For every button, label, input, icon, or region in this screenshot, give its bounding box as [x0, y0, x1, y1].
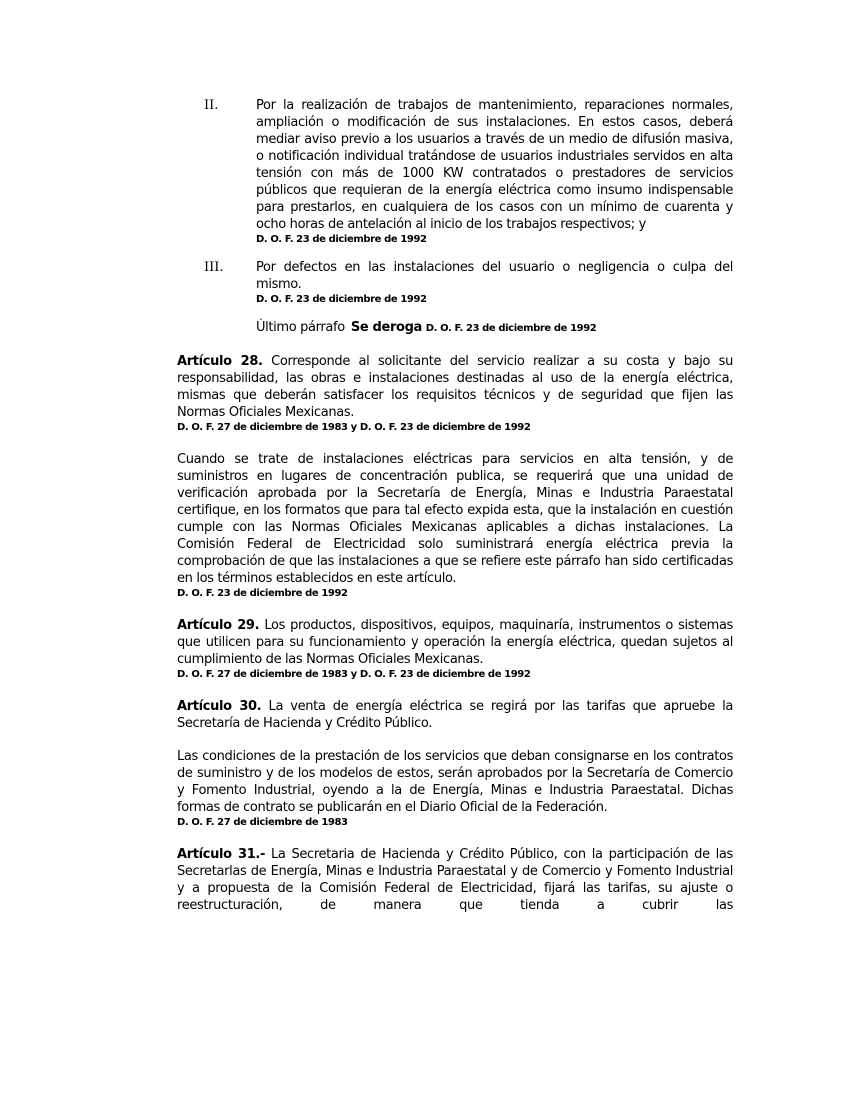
- article-paragraph: Cuando se trate de instalaciones eléctricas para servicios en alta tensión, y de suministros en lugares de concentración publica, se requerirá que una unidad de verificación aprobada por la Secretaría de Energía, Minas e Industria Paraestatal certifique, en los formatos que para tal efecto expida esta, que la instalación en cuestión cumple con las Normas Oficiales Mexicanas aplicables a dichas instalaciones. La Comisión Federal de Electricidad solo suministrará energía eléctrica previa la comprobación de que las instalaciones a que se refiere este párrafo han sido certificadas en los términos establecidos en este artículo.: [177, 452, 733, 586]
- article-body: [177, 353, 733, 421]
- article-body: [177, 698, 733, 732]
- article-heading: Artículo 28.: [177, 354, 263, 369]
- fraction-text: Por defectos en las instalaciones del usuario o negligencia o culpa del mismo.: [256, 260, 733, 292]
- derogation-status: Se deroga: [350, 320, 422, 335]
- article-text: Corresponde al solicitante del servicio realizar a su costa y bajo su responsabilidad, las obras e instalaciones destinadas al uso de la energía eléctrica, mismas que deberán satisfacer los requisitos técnicos y de seguridad que fijen las Normas Oficiales Mexicanas.: [177, 354, 733, 420]
- article-paragraph: Las condiciones de la prestación de los servicios que deban consignarse en los contratos de suministro y de los modelos de estos, serán aprobados por la Secretaría de Comercio y Fomento Industrial, oyendo a la de Energía, Minas e Industria Paraestatal. Dichas formas de contrato se publicarán en el Diario Oficial de la Federación.: [177, 749, 733, 815]
- article-29: [177, 617, 733, 682]
- fraction-number: II.: [204, 98, 219, 113]
- fraction-ii: [177, 97, 733, 247]
- article-heading: Artículo 31.-: [177, 847, 266, 862]
- reform-reference: D. O. F. 27 de diciembre de 1983 y D. O. F. 23 de diciembre de 1992: [177, 669, 531, 680]
- article-body: [177, 617, 733, 668]
- reform-reference: D. O. F. 23 de diciembre de 1992: [256, 294, 427, 305]
- reform-reference: D. O. F. 27 de diciembre de 1983: [177, 817, 348, 828]
- article-body: [177, 846, 733, 914]
- article-28-paragraph-2: [177, 451, 733, 601]
- fraction-text: Por la realización de trabajos de mantenimiento, reparaciones normales, ampliación o modificación de sus instalaciones. En estos casos, deberá mediar aviso previo a los usuarios a través de un medio de difusión masiva, o notificación individual tratándose de usuarios industriales servidos en alta tensión con más de 1000 KW contratados o prestadores de servicios públicos que requieran de la energía eléctrica como insumo indispensable para prestarlos, en cualquiera de los casos con un mínimo de cuarenta y ocho horas de antelación al inicio de los trabajos respectivos; y: [256, 98, 733, 232]
- article-28: [177, 353, 733, 435]
- document-page: [177, 97, 733, 914]
- reform-reference: D. O. F. 23 de diciembre de 1992: [256, 234, 427, 245]
- article-30: [177, 698, 733, 732]
- derogation-note: [177, 319, 733, 337]
- article-text: Los productos, dispositivos, equipos, maquinaría, instrumentos o sistemas que utilicen para su funcionamiento y operación la energía eléctrica, quedan sujetos al cumplimiento de las Normas Oficiales Mexicanas.: [177, 618, 733, 667]
- article-30-paragraph-2: [177, 748, 733, 830]
- derogation-label: Último párrafo: [256, 320, 345, 335]
- fraction-iii: [177, 259, 733, 307]
- article-text: La venta de energía eléctrica se regirá por las tarifas que apruebe la Secretaría de Hacienda y Crédito Público.: [177, 699, 733, 731]
- reform-reference: D. O. F. 27 de diciembre de 1983 y D. O. F. 23 de diciembre de 1992: [177, 422, 531, 433]
- article-heading: Artículo 30.: [177, 699, 262, 714]
- article-heading: Artículo 29.: [177, 618, 260, 633]
- article-31: [177, 846, 733, 914]
- article-text: La Secretaria de Hacienda y Crédito Público, con la participación de las Secretarlas de Energía, Minas e Industria Paraestatal y de Comercio y Fomento Industrial y a propuesta de la Comisión Federal de Electricidad, fijará las tarifas, su ajuste o reestructuración, de manera que tienda a cubrir las: [177, 847, 733, 913]
- fraction-number: III.: [204, 260, 224, 275]
- reform-reference: D. O. F. 23 de diciembre de 1992: [177, 588, 348, 599]
- reform-reference: D. O. F. 23 de diciembre de 1992: [425, 323, 597, 334]
